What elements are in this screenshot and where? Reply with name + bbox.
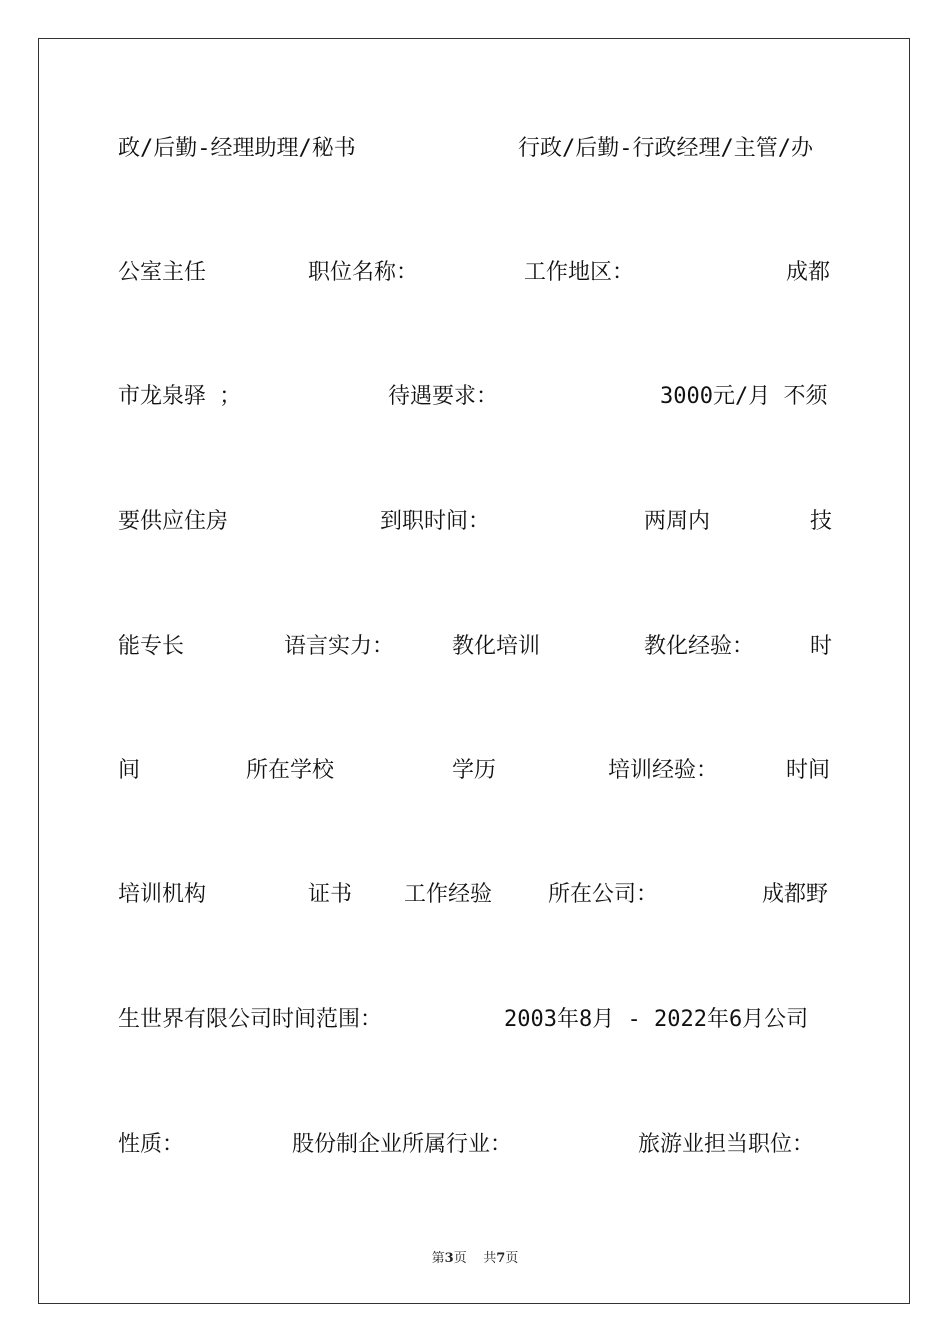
total-pages: 7 xyxy=(496,1251,506,1266)
text-segment: 职位名称： xyxy=(308,260,419,285)
text-segment: 教化经验： xyxy=(644,634,755,659)
page-number: 3 xyxy=(444,1251,454,1266)
text-segment: 3000元/月 不须 xyxy=(660,384,828,409)
text-line-5 xyxy=(118,632,834,662)
total-suffix: 页 xyxy=(505,1251,519,1266)
text-line-2 xyxy=(118,258,834,288)
text-segment: 证书 xyxy=(308,882,353,907)
page-border xyxy=(38,38,910,1304)
text-segment: 语言实力： xyxy=(284,634,395,659)
text-segment: 间 xyxy=(118,758,141,783)
text-segment: 行政/后勤-行政经理/主管/办 xyxy=(518,136,813,161)
text-segment: 要供应住房 xyxy=(118,509,229,534)
text-segment: 工作地区： xyxy=(524,260,635,285)
text-segment: 能专长 xyxy=(118,634,185,659)
text-segment: 培训机构 xyxy=(118,882,207,907)
text-segment: 两周内 xyxy=(644,509,711,534)
text-segment: 生世界有限公司时间范围： xyxy=(118,1007,383,1032)
text-segment: 所在公司： xyxy=(548,882,659,907)
text-segment: 时间 xyxy=(786,758,831,783)
text-segment: 政/后勤-经理助理/秘书 xyxy=(118,136,356,161)
page-suffix: 页 xyxy=(453,1251,467,1266)
text-segment: 市龙泉驿 ； xyxy=(118,384,242,409)
text-segment: 股份制企业所属行业： xyxy=(292,1132,513,1157)
text-line-4 xyxy=(118,507,834,537)
text-segment: 成都野 xyxy=(762,882,829,907)
page-prefix: 第 xyxy=(431,1251,445,1266)
text-segment: 工作经验 xyxy=(404,882,493,907)
text-segment: 到职时间： xyxy=(380,509,491,534)
text-segment: 学历 xyxy=(452,758,497,783)
page-footer xyxy=(0,1247,950,1266)
text-line-6 xyxy=(118,756,834,786)
text-line-7 xyxy=(118,880,834,910)
text-line-1 xyxy=(118,134,834,164)
total-prefix: 共 xyxy=(483,1251,497,1266)
text-segment: 待遇要求： xyxy=(388,384,499,409)
text-segment: 培训经验： xyxy=(608,758,719,783)
text-segment: 成都 xyxy=(786,260,831,285)
text-segment: 2003年8月 - 2022年6月公司 xyxy=(504,1007,809,1032)
text-line-9 xyxy=(118,1130,834,1160)
text-line-8 xyxy=(118,1005,834,1035)
text-segment: 旅游业担当职位： xyxy=(638,1132,815,1157)
text-segment: 性质： xyxy=(118,1132,185,1157)
text-segment: 公室主任 xyxy=(118,260,207,285)
text-segment: 时 xyxy=(810,634,833,659)
text-segment: 技 xyxy=(810,509,833,534)
text-segment: 教化培训 xyxy=(452,634,541,659)
text-segment: 所在学校 xyxy=(246,758,335,783)
text-line-3 xyxy=(118,382,834,412)
